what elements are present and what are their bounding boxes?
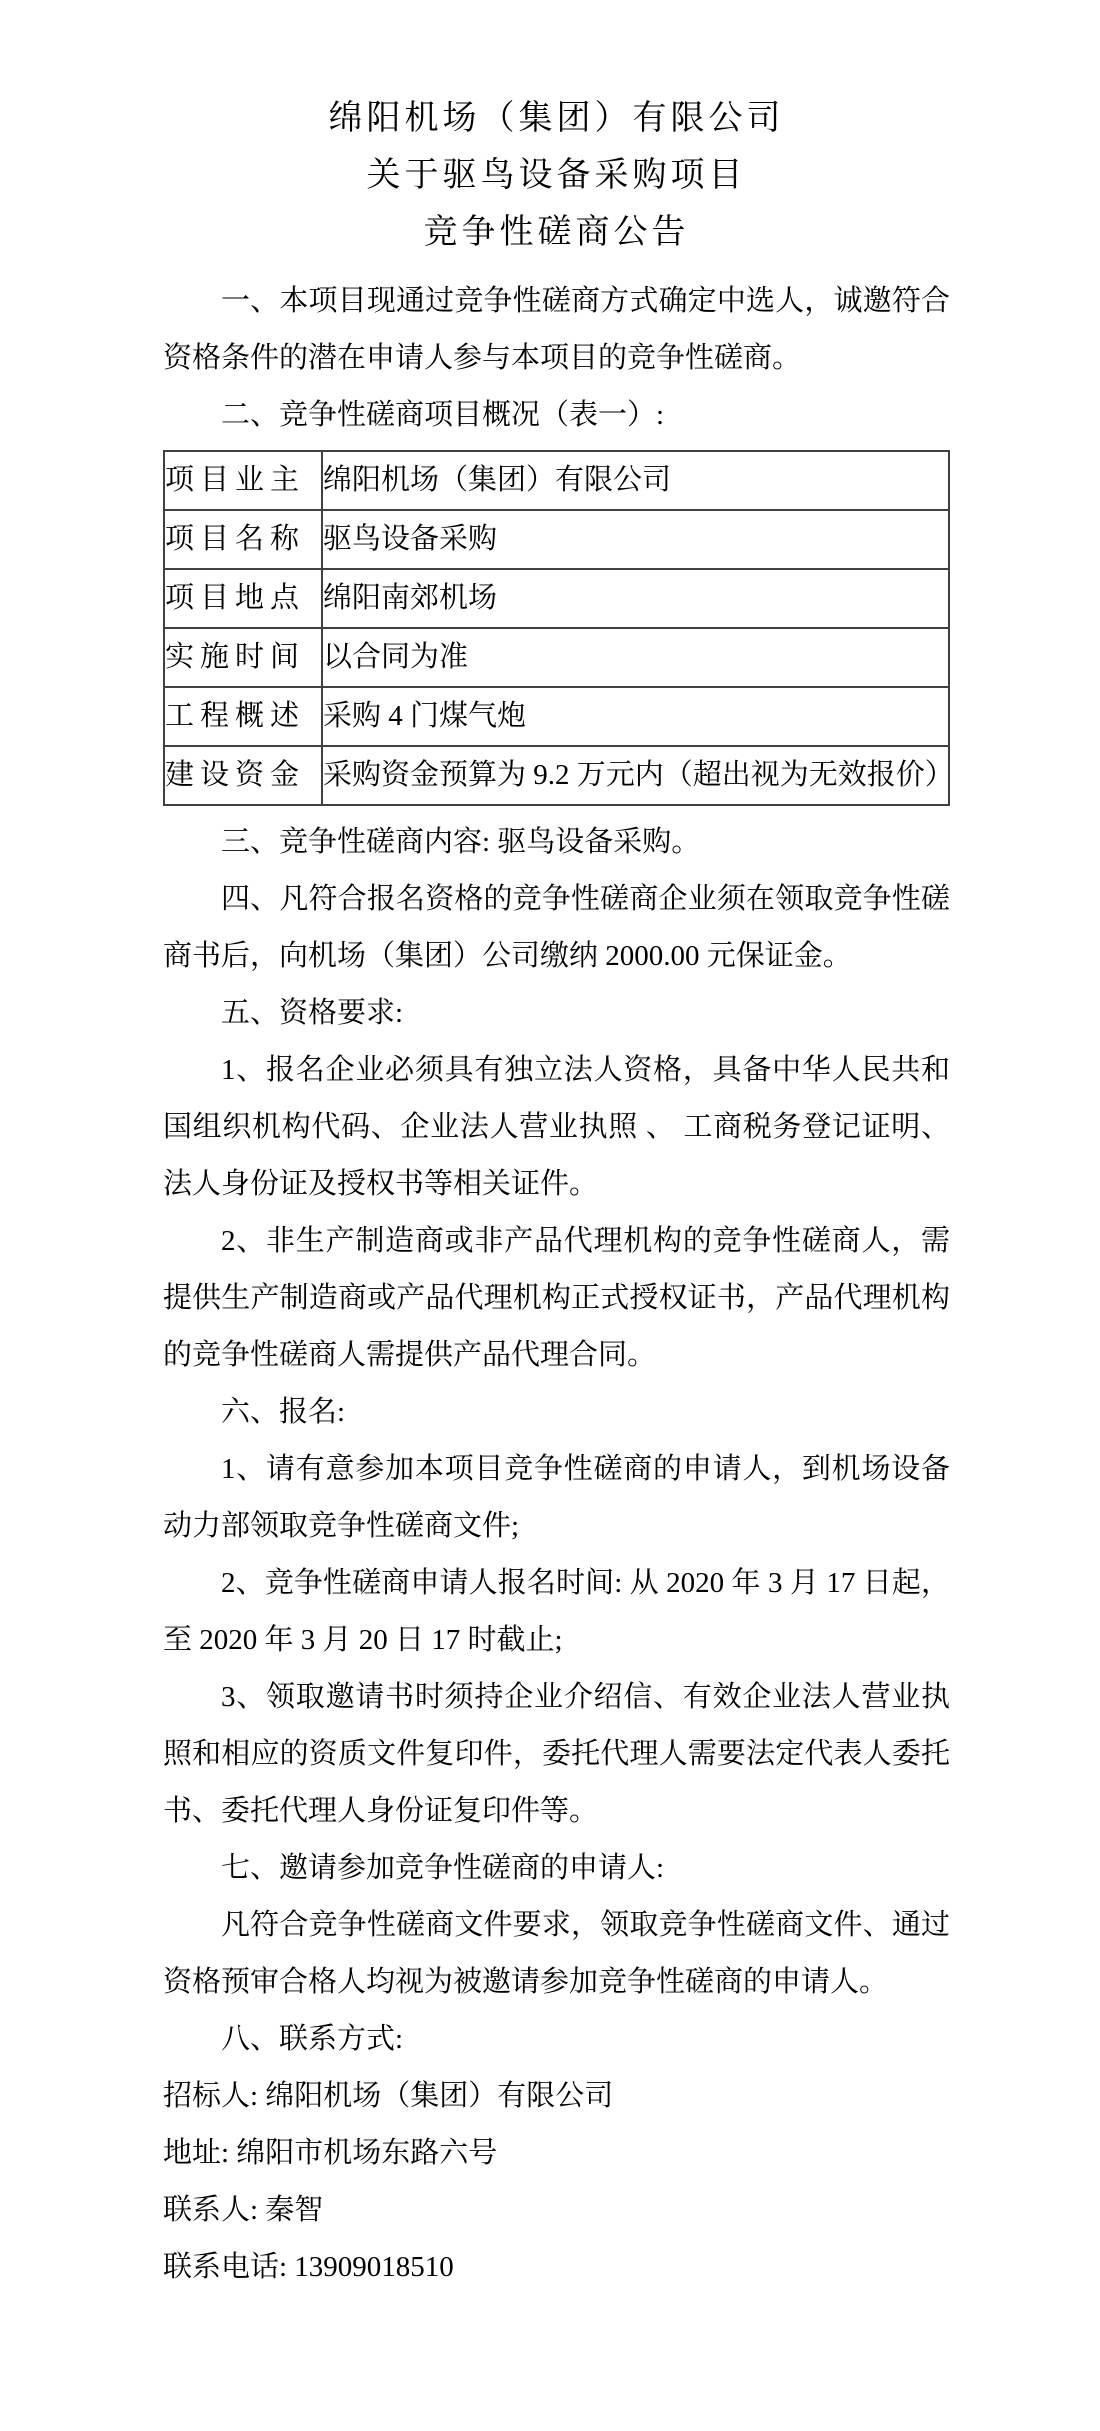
contact-line-phone: 联系电话: 13909018510 (163, 2251, 454, 2283)
contact-line-address: 地址: 绵阳市机场东路六号 (163, 2137, 498, 2169)
contact-line-bidder: 招标人: 绵阳机场（集团）有限公司 (163, 2080, 614, 2112)
body-paragraph-signup-3: 3、领取邀请书时须持企业介绍信、有效企业法人营业执照和相应的资质文件复印件，委托代理人需要法定代表人委托书、委托代理人身份证复印件等。 (163, 1681, 950, 1827)
table-row-value: 驱鸟设备采购 (322, 510, 949, 569)
body-paragraph-section-8: 八、联系方式: (221, 2023, 404, 2055)
body-paragraph-section-5: 五、资格要求: (221, 997, 404, 1029)
body-paragraph-signup-2: 2、竞争性磋商申请人报名时间: 从 2020 年 3 月 17 日起，至 2020 年 3 月 20 日 17 时截止; (163, 1567, 950, 1656)
table-caption-paragraph: 二、竞争性磋商项目概况（表一）: (221, 399, 665, 431)
project-overview-table (163, 450, 954, 806)
table-row (164, 687, 949, 746)
table-row (164, 510, 949, 569)
table-row-value: 以合同为准 (322, 628, 949, 687)
body-paragraph-section-6: 六、报名: (221, 1396, 346, 1428)
body-paragraph-qualification-2: 2、非生产制造商或非产品代理机构的竞争性磋商人，需提供生产制造商或产品代理机构正式授权证书，产品代理机构的竞争性磋商人需提供产品代理合同。 (163, 1225, 950, 1371)
table-row-value: 绵阳南郊机场 (322, 569, 949, 628)
table-row-label: 工程概述 (164, 687, 322, 746)
table-row (164, 746, 949, 805)
table-row-label: 建设资金 (164, 746, 322, 805)
table-row (164, 628, 949, 687)
body-paragraph-section-7: 七、邀请参加竞争性磋商的申请人: (221, 1852, 665, 1884)
document-title-line-2: 关于驱鸟设备采购项目 (366, 157, 747, 194)
intro-paragraph: 一、本项目现通过竞争性磋商方式确定中选人，诚邀符合资格条件的潜在申请人参与本项目的竞争性磋商。 (163, 285, 950, 374)
table-row-label: 项目地点 (164, 569, 322, 628)
document-title-line-3: 竞争性磋商公告 (423, 214, 690, 251)
table-row-label: 实施时间 (164, 628, 322, 687)
body-paragraph-qualification-1: 1、报名企业必须具有独立法人资格，具备中华人民共和国组织机构代码、企业法人营业执照 、 工商税务登记证明、法人身份证及授权书等相关证件。 (163, 1054, 950, 1200)
table-row-label: 项目业主 (164, 451, 322, 510)
document-header (163, 90, 950, 261)
body-paragraph-section-3: 三、竞争性磋商内容: 驱鸟设备采购。 (221, 826, 701, 858)
table-row (164, 451, 949, 510)
contact-line-person: 联系人: 秦智 (163, 2194, 324, 2226)
body-paragraph-invitation: 凡符合竞争性磋商文件要求，领取竞争性磋商文件、通过资格预审合格人均视为被邀请参加竞争性磋商的申请人。 (163, 1909, 950, 1998)
table-row-value: 绵阳机场（集团）有限公司 (322, 451, 949, 510)
body-paragraph-signup-1: 1、请有意参加本项目竞争性磋商的申请人，到机场设备动力部领取竞争性磋商文件; (163, 1453, 950, 1542)
table-row-value: 采购 4 门煤气炮 (322, 687, 949, 746)
table-row (164, 569, 949, 628)
table-row-value: 采购资金预算为 9.2 万元内（超出视为无效报价） (322, 746, 949, 805)
body-paragraph-section-4: 四、凡符合报名资格的竞争性磋商企业须在领取竞争性磋商书后，向机场（集团）公司缴纳 2000.00 元保证金。 (163, 883, 950, 972)
document-title-line-1: 绵阳机场（集团）有限公司 (328, 100, 785, 137)
table-row-label: 项目名称 (164, 510, 322, 569)
